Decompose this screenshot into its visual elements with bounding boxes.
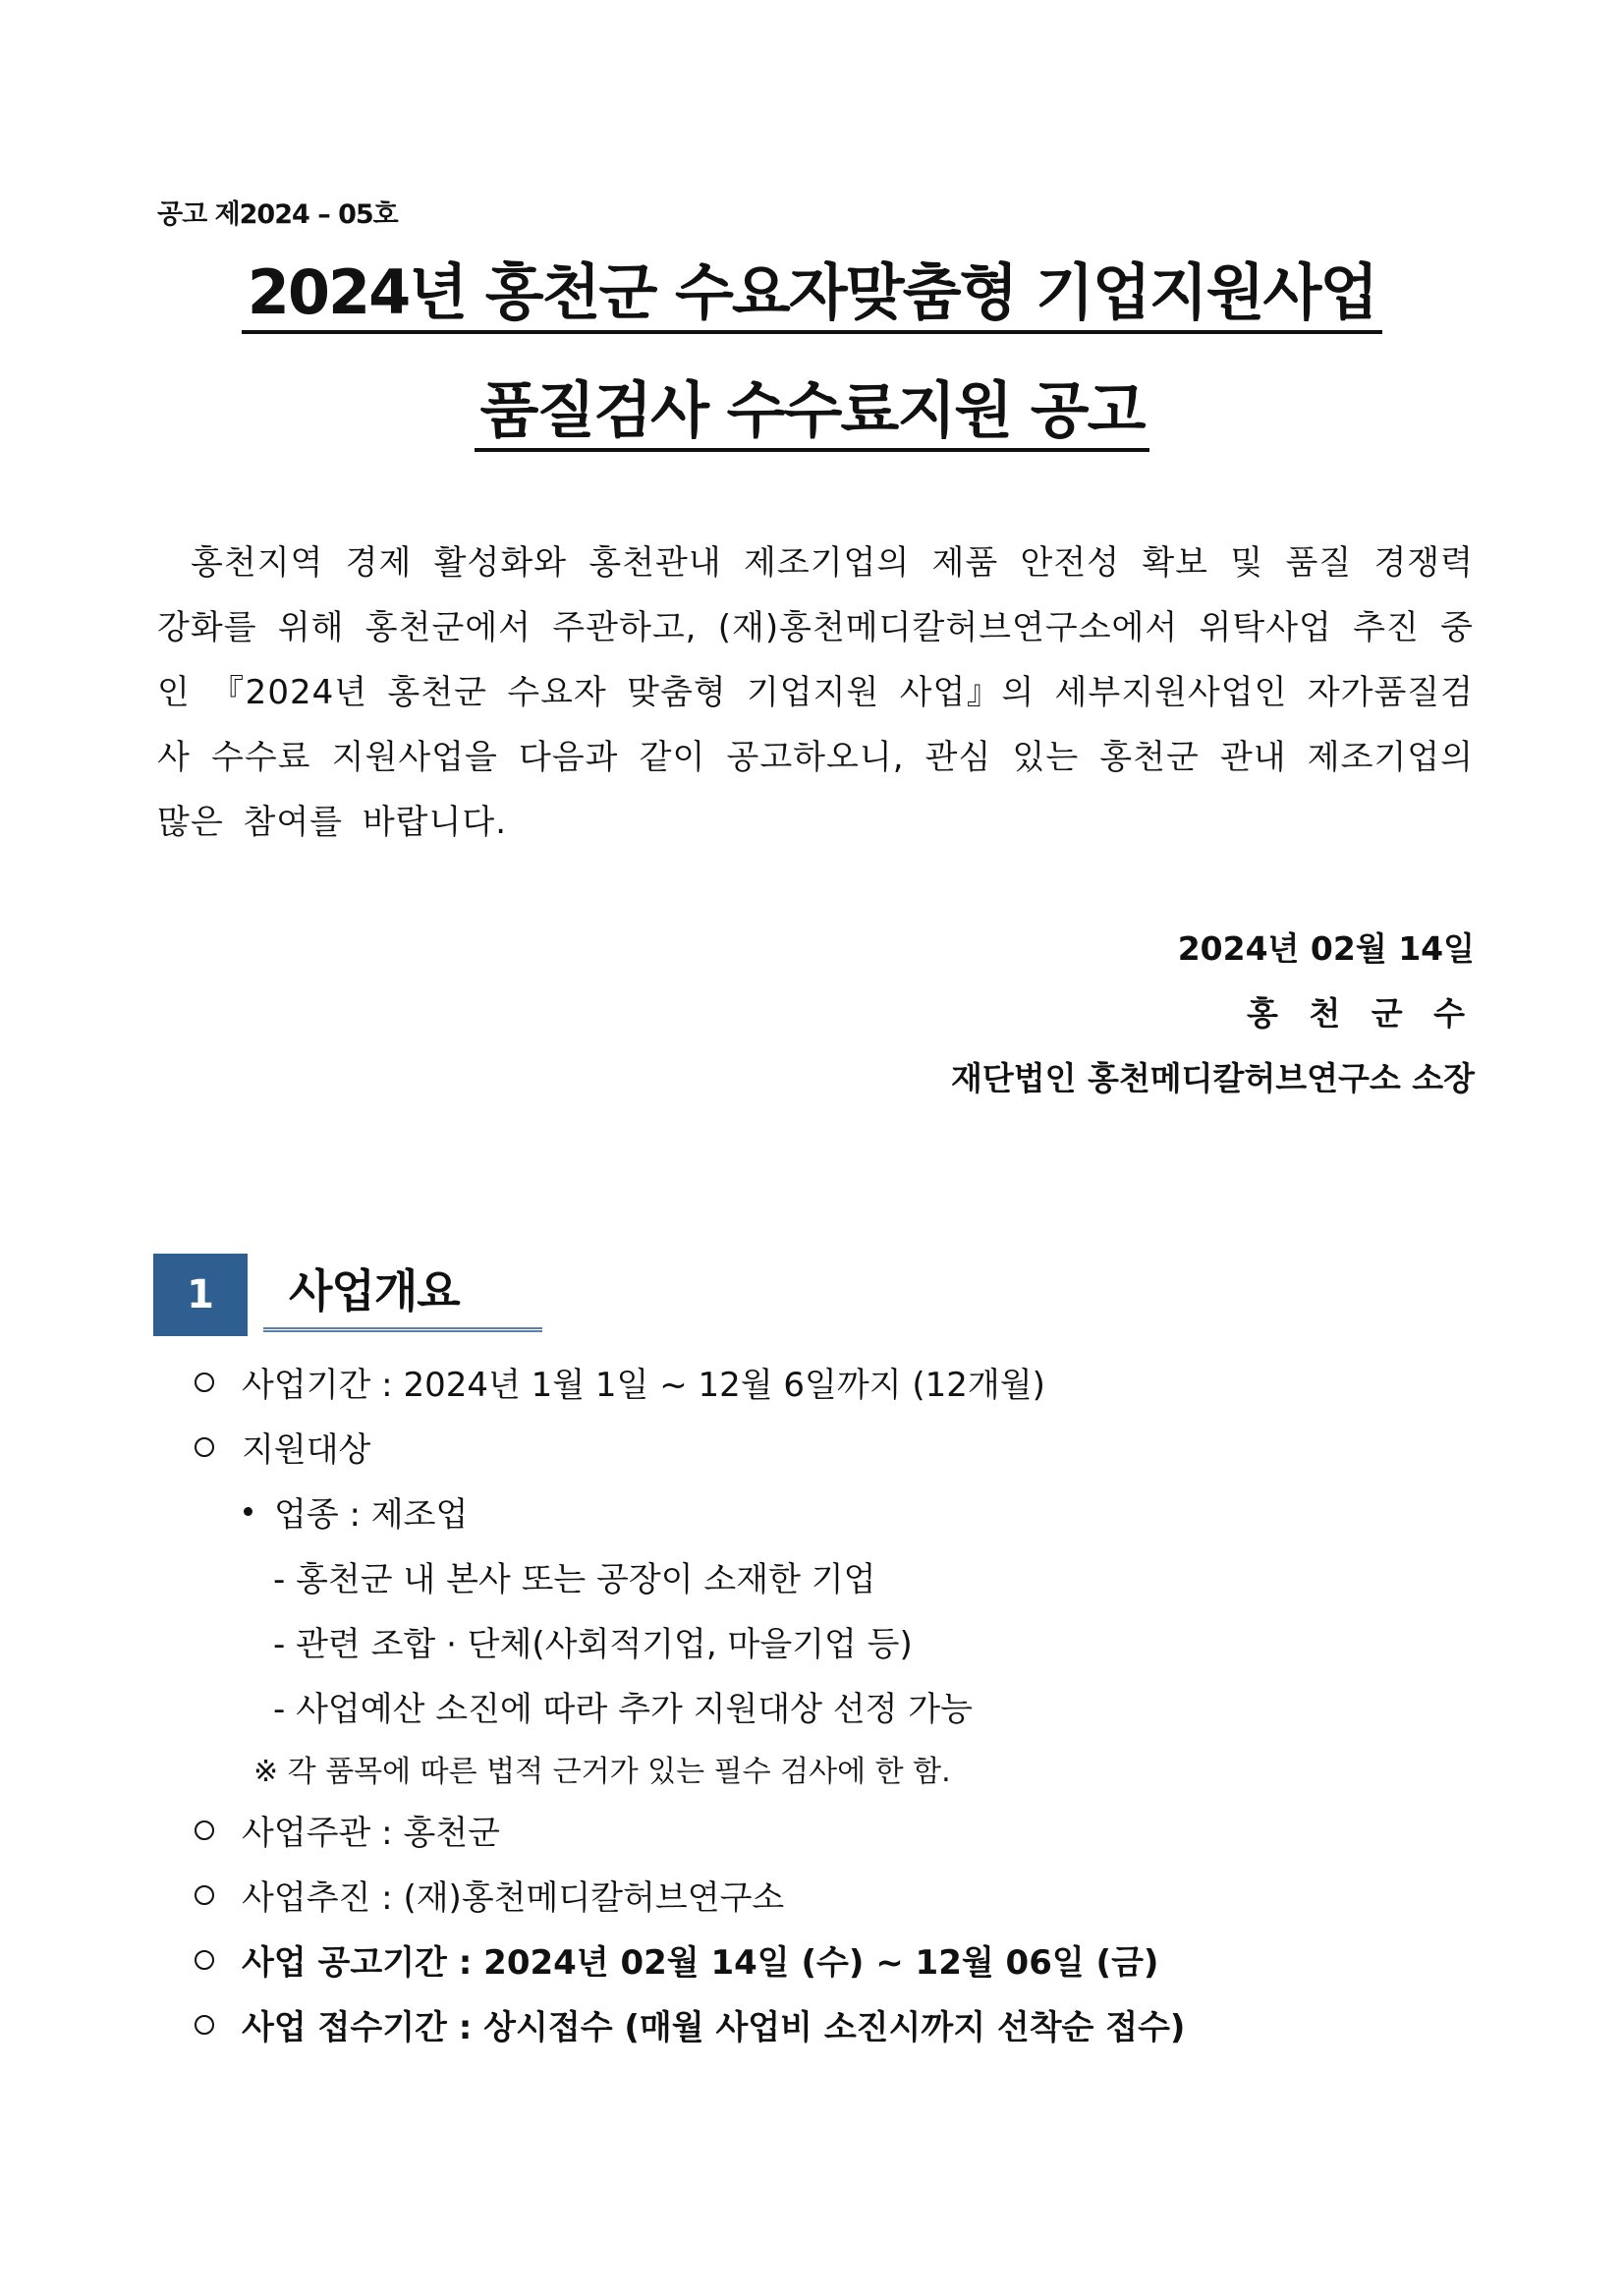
circle-bullet-icon: [195, 1820, 214, 1840]
signature-governor: 홍 천 군 수: [1247, 994, 1475, 1033]
document-title-line1: 2024년 홍천군 수요자맞춤형 기업지원사업: [0, 244, 1624, 331]
circle-bullet-icon: [195, 1885, 214, 1905]
item-industry: 업종 : 제조업: [244, 1487, 468, 1536]
document-title-line2: 품질검사 수수료지원 공고: [0, 362, 1624, 449]
item-receipt-period: 사업 접수기간 : 상시접수 (매월 사업비 소진시까지 선착순 접수): [195, 2000, 1185, 2048]
circle-bullet-icon: [195, 1372, 214, 1392]
item-host: 사업주관 : 홍천군: [195, 1806, 500, 1854]
dot-bullet-icon: [244, 1507, 252, 1516]
item-period: 사업기간 : 2024년 1월 1일 ~ 12월 6일까지 (12개월): [195, 1358, 1045, 1406]
circle-bullet-icon: [195, 1437, 214, 1457]
item-note: ※ 각 품목에 따른 법적 근거가 있는 필수 검사에 한 함.: [253, 1755, 951, 1789]
signature-date: 2024년 02월 14일: [1177, 929, 1475, 968]
item-announce-period: 사업 공고기간 : 2024년 02월 14일 (수) ~ 12월 06일 (금): [195, 1935, 1158, 1984]
intro-paragraph: 홍천지역 경제 활성화와 홍천관내 제조기업의 제품 안전성 확보 및 품질 경쟁력 강화를 위해 홍천군에서 주관하고, (재)홍천메디칼허브연구소에서 위탁사업 추진 중인 『2024년 홍천군 수요자 맞춤형 기업지원 사업』의 세부지원사업인 자가품질검사 수수료 지원사업을 다음과 같이 공고하오니, 관심 있는 홍천군 관내 제조기업의 많은 참여를 바랍니다.: [157, 543, 1474, 842]
item-sub-1: - 홍천군 내 본사 또는 공장이 소재한 기업: [273, 1560, 876, 1599]
notice-number: 공고 제2024 – 05호: [157, 199, 398, 230]
item-sub-2: - 관련 조합 · 단체(사회적기업, 마을기업 등): [273, 1625, 913, 1664]
section-title: 사업개요: [263, 1258, 542, 1332]
item-target: 지원대상: [195, 1423, 370, 1471]
item-executor: 사업추진 : (재)홍천메디칼허브연구소: [195, 1871, 784, 1919]
section-number-badge: 1: [153, 1254, 248, 1336]
signature-institute: 재단법인 홍천메디칼허브연구소 소장: [950, 1059, 1475, 1097]
circle-bullet-icon: [195, 1950, 214, 1970]
circle-bullet-icon: [195, 2015, 214, 2035]
item-sub-3: - 사업예산 소진에 따라 추가 지원대상 선정 가능: [273, 1690, 973, 1729]
